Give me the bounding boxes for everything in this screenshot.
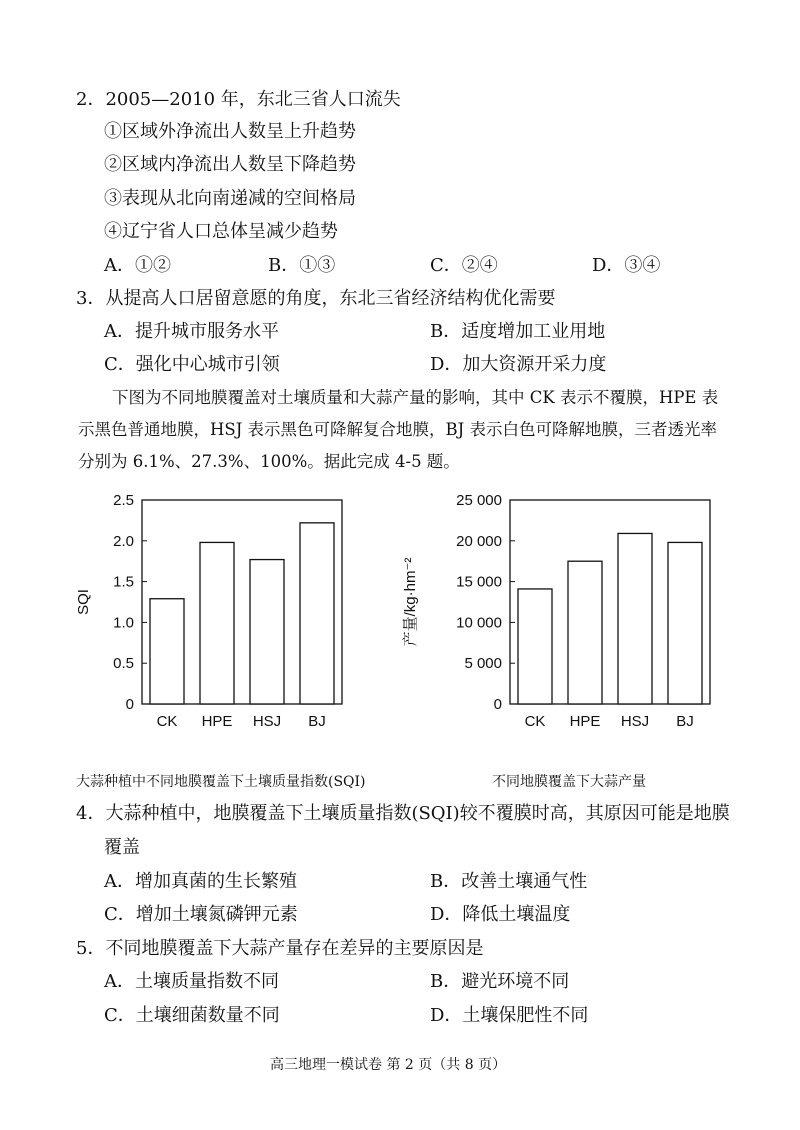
y-tick-label: 2.0: [113, 532, 134, 550]
x-tick-label: CK: [524, 713, 546, 730]
y-tick-label: 15 000: [456, 573, 502, 591]
y-tick-label: 1.5: [113, 573, 134, 591]
q2-option-a: A．①②: [104, 255, 171, 276]
bar-bj: [668, 542, 702, 704]
y-tick-label: 0.5: [113, 655, 134, 673]
bar-hsj: [618, 533, 652, 704]
q2-statement: ①区域外净流出人数呈上升趋势: [104, 121, 356, 142]
y-tick-label: 1.0: [113, 614, 134, 632]
x-tick-label: CK: [156, 713, 178, 730]
q5-option-b: B．避光环境不同: [430, 971, 570, 992]
x-tick-label: HSJ: [252, 713, 282, 730]
chart-intro-paragraph: 下图为不同地膜覆盖对土壤质量和大蒜产量的影响，其中 CK 表示不覆膜，HPE 表示黑色普通地膜，HSJ 表示黑色可降解复合地膜，BJ 表示白色可降解地膜，三者透光率分别为 6.1%、27.3%、100%。据此完成 4-5 题。: [78, 388, 719, 471]
q2-statement: ②区域内净流出人数呈下降趋势: [104, 154, 356, 175]
y-tick-label: 0: [125, 696, 134, 713]
page-footer: 高三地理一模试卷 第 2 页（共 8 页）: [270, 1057, 507, 1073]
bar-ck: [518, 589, 552, 704]
q2-option-c: C．②④: [430, 255, 498, 276]
y-tick-label: 0: [493, 696, 502, 713]
q2-option-d: D．③④: [592, 255, 661, 276]
q5-stem: 5．不同地膜覆盖下大蒜产量存在差异的主要原因是: [76, 938, 484, 959]
y-axis-label: SQI: [75, 589, 92, 615]
q4-option-b: B．改善土壤通气性: [430, 871, 588, 892]
q2-statement: ④辽宁省人口总体呈减少趋势: [104, 221, 338, 242]
sqi-chart-caption: 大蒜种植中不同地膜覆盖下土壤质量指数(SQI): [76, 774, 366, 790]
q4-option-d: D．降低土壤温度: [430, 904, 571, 925]
q4-option-a: A．增加真菌的生长繁殖: [104, 871, 297, 892]
q4-stem: 4．大蒜种植中，地膜覆盖下土壤质量指数(SQI)较不覆膜时高，其原因可能是地膜: [76, 803, 730, 824]
bar-ck: [150, 599, 184, 704]
bar-bj: [300, 523, 334, 704]
bar-hpe: [568, 561, 602, 704]
q5-option-c: C．土壤细菌数量不同: [104, 1005, 280, 1026]
x-tick-label: BJ: [676, 713, 694, 730]
y-tick-label: 2.5: [113, 492, 134, 509]
y-tick-label: 20 000: [456, 532, 502, 550]
yield-bar-chart: [395, 490, 735, 740]
x-tick-label: HPE: [569, 713, 601, 730]
q3-option-d: D．加大资源开采力度: [430, 354, 607, 375]
q2-option-b: B．①③: [268, 255, 336, 276]
bar-hpe: [200, 542, 234, 704]
x-tick-label: BJ: [308, 713, 326, 730]
q2-statement: ③表现从北向南递减的空间格局: [104, 188, 356, 209]
q5-option-a: A．土壤质量指数不同: [104, 971, 279, 992]
q3-stem: 3．从提高人口居留意愿的角度，东北三省经济结构优化需要: [76, 288, 556, 309]
q2-stem: 2．2005—2010 年，东北三省人口流失: [76, 89, 401, 110]
x-tick-label: HPE: [201, 713, 233, 730]
q4-stem-continued: 覆盖: [104, 837, 140, 858]
q3-option-c: C．强化中心城市引领: [104, 354, 280, 375]
y-axis-label: 产量/kg·hm⁻²: [402, 557, 419, 647]
y-tick-label: 5 000: [464, 655, 502, 673]
q3-option-a: A．提升城市服务水平: [104, 321, 279, 342]
q3-option-b: B．适度增加工业用地: [430, 321, 606, 342]
bar-hsj: [250, 560, 284, 704]
q4-option-c: C．增加土壤氮磷钾元素: [104, 904, 298, 925]
y-tick-label: 25 000: [456, 492, 502, 509]
sqi-bar-chart: [70, 490, 370, 740]
x-tick-label: HSJ: [620, 713, 650, 730]
yield-chart-caption: 不同地膜覆盖下大蒜产量: [492, 774, 646, 790]
q5-option-d: D．土壤保肥性不同: [430, 1005, 589, 1026]
y-tick-label: 10 000: [456, 614, 502, 632]
